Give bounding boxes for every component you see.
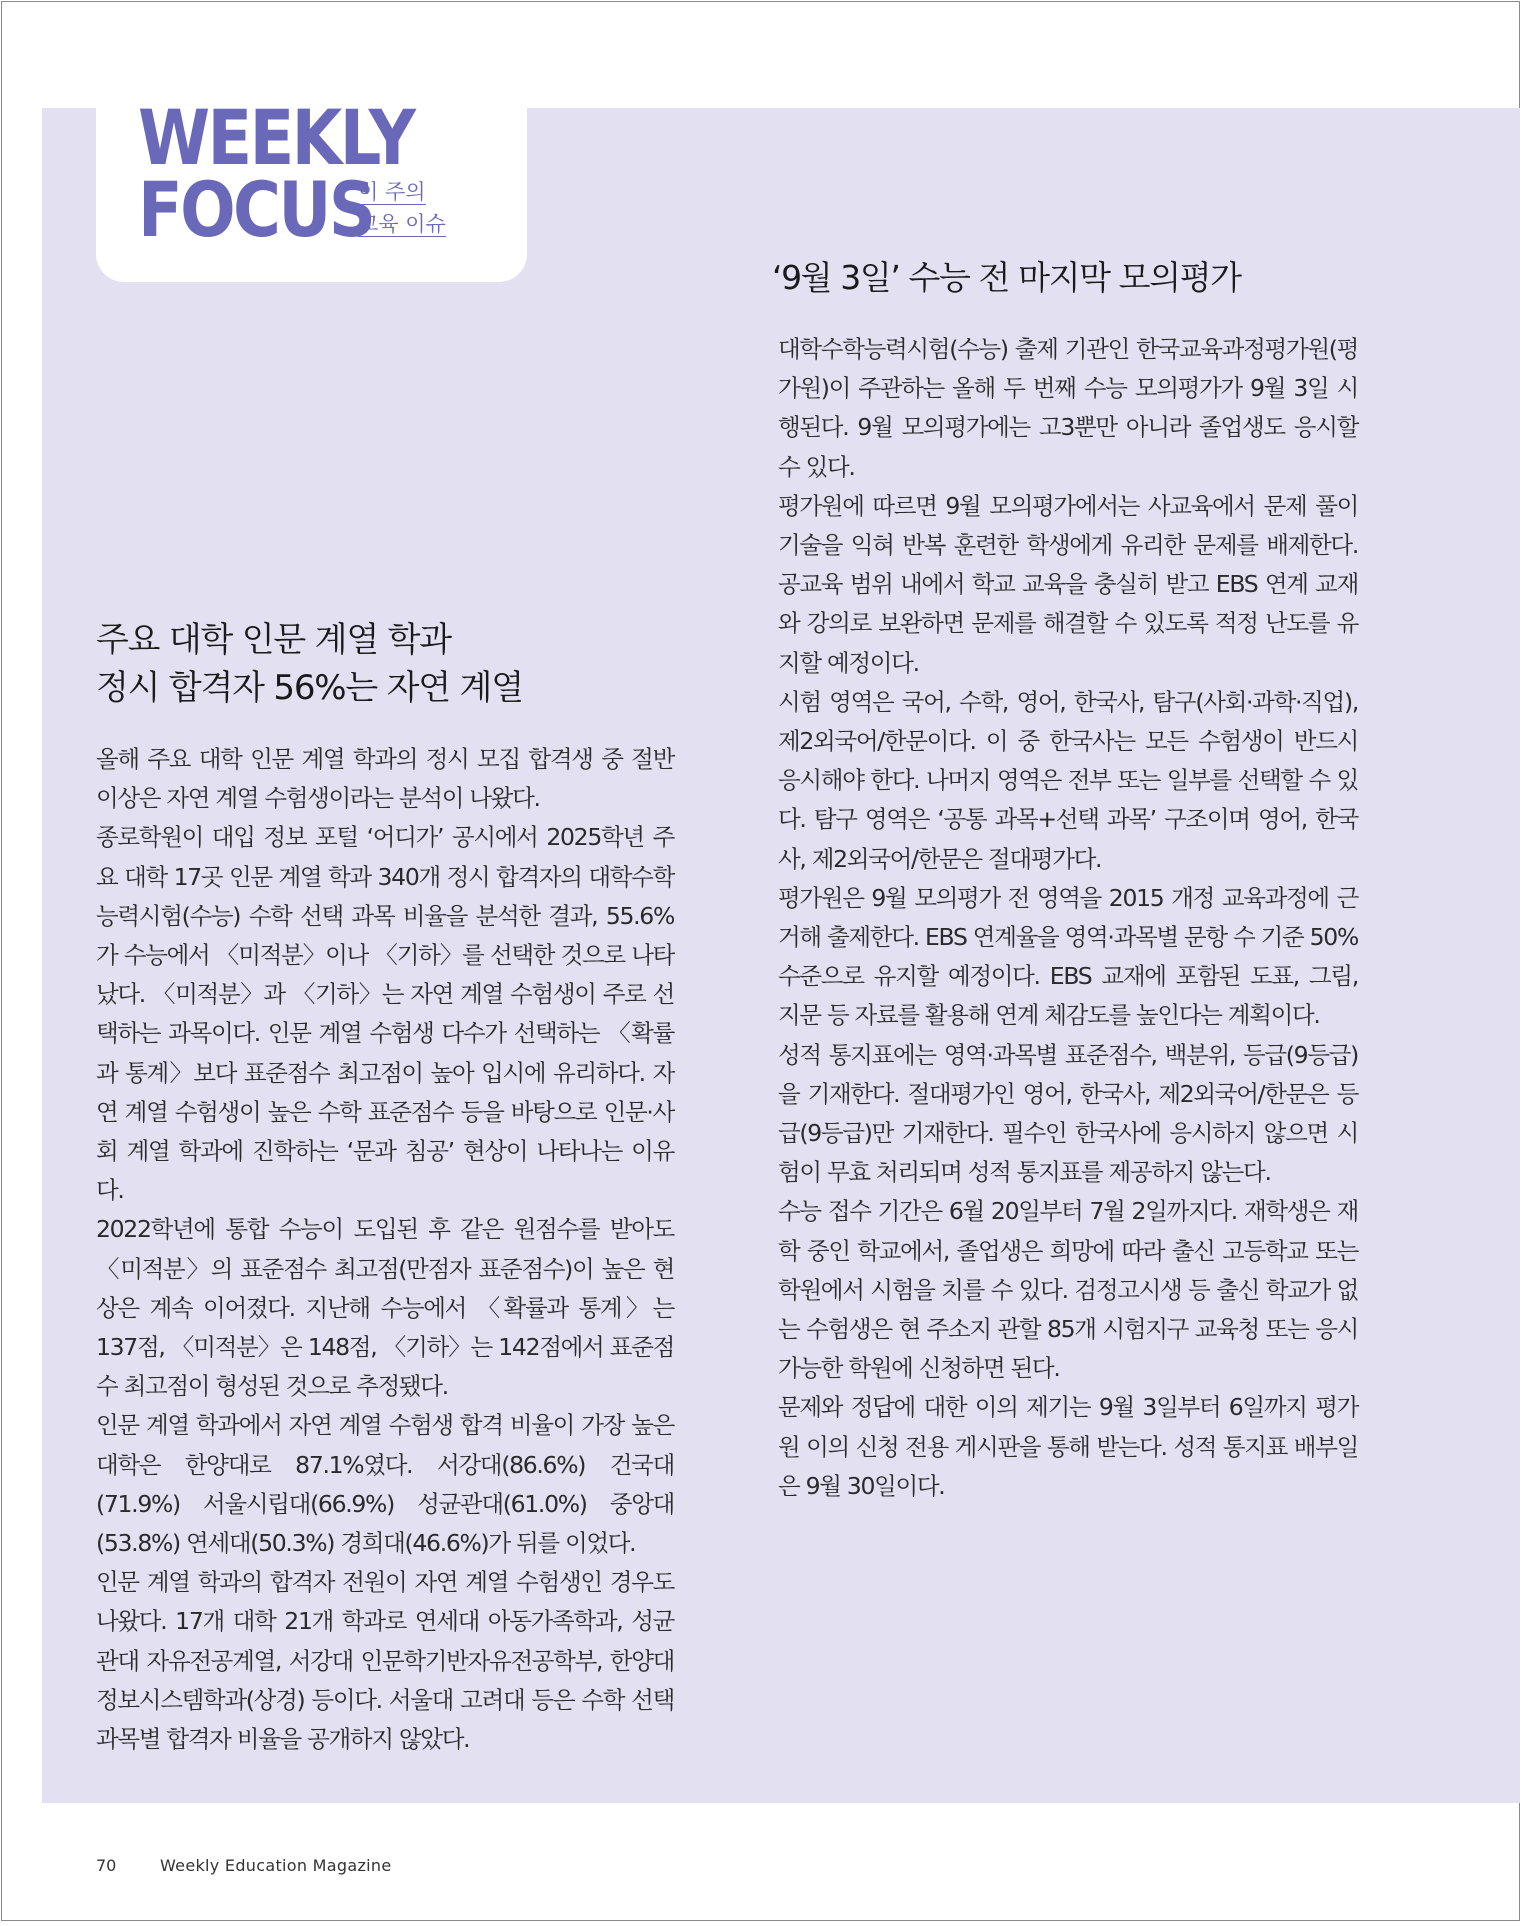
paragraph: 올해 주요 대학 인문 계열 학과의 정시 모집 합격생 중 절반 이상은 자연 계열 수험생이라는 분석이 나왔다. [96, 745, 674, 813]
left-title-line-1: 주요 대학 인문 계열 학과 [96, 620, 451, 660]
paragraph: 수능 접수 기간은 6월 20일부터 7월 2일까지다. 재학생은 재학 중인 학교에서, 졸업생은 희망에 따라 출신 고등학교 또는 학원에서 시험을 치를 수 있다. 검정고시생 등 출신 학교가 없는 수험생은 현 주소지 관할 85개 시험지구 교육청 또는 응시 가능한 학원에 신청하면 된다. [778, 1197, 1358, 1383]
left-article-body [96, 740, 674, 1759]
logo-subtitle-1: 이 주의 [358, 180, 426, 204]
paragraph: 평가원은 9월 모의평가 전 영역을 2015 개정 교육과정에 근거해 출제한다. EBS 연계율을 영역·과목별 문항 수 기준 50% 수준으로 유지할 예정이다. EBS 교재에 포함된 도표, 그림, 지문 등 자료를 활용해 연계 체감도를 높인다는 계획이다. [778, 883, 1358, 1030]
paragraph: 평가원에 따르면 9월 모의평가에서는 사교육에서 문제 풀이 기술을 익혀 반복 훈련한 학생에게 유리한 문제를 배제한다. 공교육 범위 내에서 학교 교육을 충실히 받고 EBS 연계 교재와 강의로 보완하면 문제를 해결할 수 있도록 적정 난도를 유지할 예정이다. [778, 491, 1358, 677]
paragraph: 대학수학능력시험(수능) 출제 기관인 한국교육과정평가원(평가원)이 주관하는 올해 두 번째 수능 모의평가가 9월 3일 시행된다. 9월 모의평가에는 고3뿐만 아니라 졸업생도 응시할 수 있다. [778, 335, 1358, 481]
paragraph: 2022학년에 통합 수능이 도입된 후 같은 원점수를 받아도 〈미적분〉의 표준점수 최고점(만점자 표준점수)이 높은 현상은 계속 이어졌다. 지난해 수능에서 〈확률과 통계〉는 137점, 〈미적분〉은 148점, 〈기하〉는 142점에서 표준점수 최고점이 형성된 것으로 추정됐다. [96, 1215, 674, 1401]
paragraph: 인문 계열 학과에서 자연 계열 수험생 합격 비율이 가장 높은 대학은 한양대로 87.1%였다. 서강대(86.6%) 건국대(71.9%) 서울시립대(66.9%) 성균관대(61.0%) 중앙대(53.8%) 연세대(50.3%) 경희대(46.6%)가 뒤를 이었다. [96, 1411, 674, 1558]
paragraph: 문제와 정답에 대한 이의 제기는 9월 3일부터 6일까지 평가원 이의 신청 전용 게시판을 통해 받는다. 성적 통지표 배부일은 9월 30일이다. [778, 1393, 1358, 1500]
right-article-title: ‘9월 3일’ 수능 전 마지막 모의평가 [772, 258, 1241, 297]
paragraph: 성적 통지표에는 영역·과목별 표준점수, 백분위, 등급(9등급)을 기재한다. 절대평가인 영어, 한국사, 제2외국어/한문은 등급(9등급)만 기재한다. 필수인 한국사에 응시하지 않으면 시험이 무효 처리되며 성적 통지표를 제공하지 않는다. [778, 1040, 1358, 1187]
logo-subtitle-2: 교육 이슈 [358, 212, 446, 236]
page-number: 70 [96, 1856, 117, 1875]
paragraph: 인문 계열 학과의 합격자 전원이 자연 계열 수험생인 경우도 나왔다. 17개 대학 21개 학과로 연세대 아동가족학과, 성균관대 자유전공계열, 서강대 인문학기반자유전공학부, 한양대 정보시스템학과(상경) 등이다. 서울대 고려대 등은 수학 선택 과목별 합격자 비율을 공개하지 않았다. [96, 1568, 674, 1754]
right-article-body [778, 330, 1358, 1506]
left-title-line-2: 정시 합격자 56%는 자연 계열 [96, 668, 523, 708]
logo-focus: FOCUS [138, 165, 374, 254]
paragraph: 종로학원이 대입 정보 포털 ‘어디가’ 공시에서 2025학년 주요 대학 17곳 인문 계열 학과 340개 정시 합격자의 대학수학능력시험(수능) 수학 선택 과목 비율을 분석한 결과, 55.6%가 수능에서 〈미적분〉이나 〈기하〉를 선택한 것으로 나타났다. 〈미적분〉과 〈기하〉는 자연 계열 수험생이 주로 선택하는 과목이다. 인문 계열 수험생 다수가 선택하는 〈확률과 통계〉보다 표준점수 최고점이 높아 입시에 유리하다. 자연 계열 수험생이 높은 수학 표준점수 등을 바탕으로 인문·사회 계열 학과에 진학하는 ‘문과 침공’ 현상이 나타나는 이유다. [96, 823, 674, 1205]
logo-weekly: WEEKLY [138, 93, 414, 182]
magazine-name: Weekly Education Magazine [160, 1856, 392, 1875]
left-article-title [96, 616, 616, 712]
paragraph: 시험 영역은 국어, 수학, 영어, 한국사, 탐구(사회·과학·직업), 제2외국어/한문이다. 이 중 한국사는 모든 수험생이 반드시 응시해야 한다. 나머지 영역은 전부 또는 일부를 선택할 수 있다. 탐구 영역은 ‘공통 과목+선택 과목’ 구조이며 영어, 한국사, 제2외국어/한문은 절대평가다. [778, 687, 1358, 873]
